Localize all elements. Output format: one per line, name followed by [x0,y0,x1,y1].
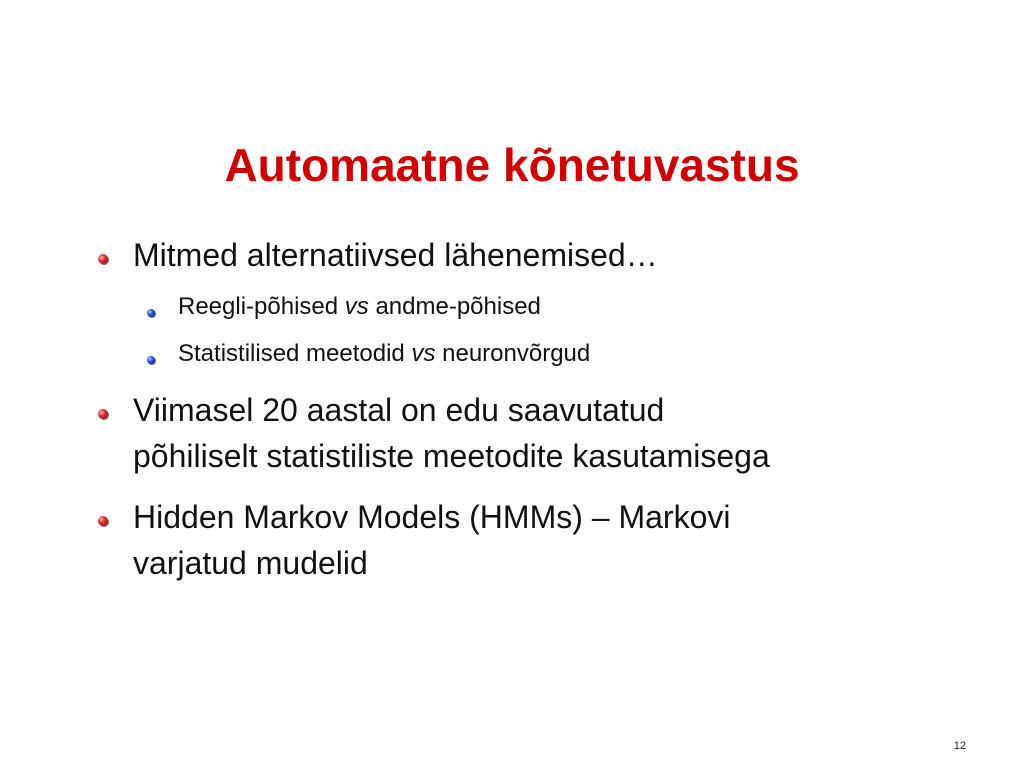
blue-sphere-bullet-icon [147,309,155,317]
sub-bullet-emphasis: vs [411,340,436,367]
red-sphere-bullet-icon [98,254,108,264]
slide-title: Automaatne kõnetuvastus [224,139,800,191]
blue-sphere-bullet-icon [147,356,155,364]
sub-bullet-item [178,337,938,371]
bullet-item [133,232,953,278]
sub-bullet-item [178,290,938,324]
red-sphere-bullet-icon [98,409,108,419]
bullet-text-line: Hidden Markov Models (HMMs) – Markovi [133,499,731,535]
bullet-text-line: varjatud mudelid [133,545,368,581]
sub-bullet-text: Reegli-põhised [178,293,345,320]
page-number: 12 [953,740,966,752]
bullet-text: Mitmed alternatiivsed lähenemised… [133,237,658,273]
bullet-text-line: Viimasel 20 aastal on edu saavutatud [133,392,665,428]
sub-bullet-text: neuronvõrgud [435,340,591,367]
bullet-item [133,387,953,479]
bullet-text-line: põhiliselt statistiliste meetodite kasutamisega [133,438,770,474]
sub-bullet-text: andme-põhised [368,293,541,320]
sub-bullet-text: Statistilised meetodid [178,340,412,367]
bullet-item [133,494,953,586]
sub-bullet-emphasis: vs [344,293,369,320]
red-sphere-bullet-icon [98,516,108,526]
